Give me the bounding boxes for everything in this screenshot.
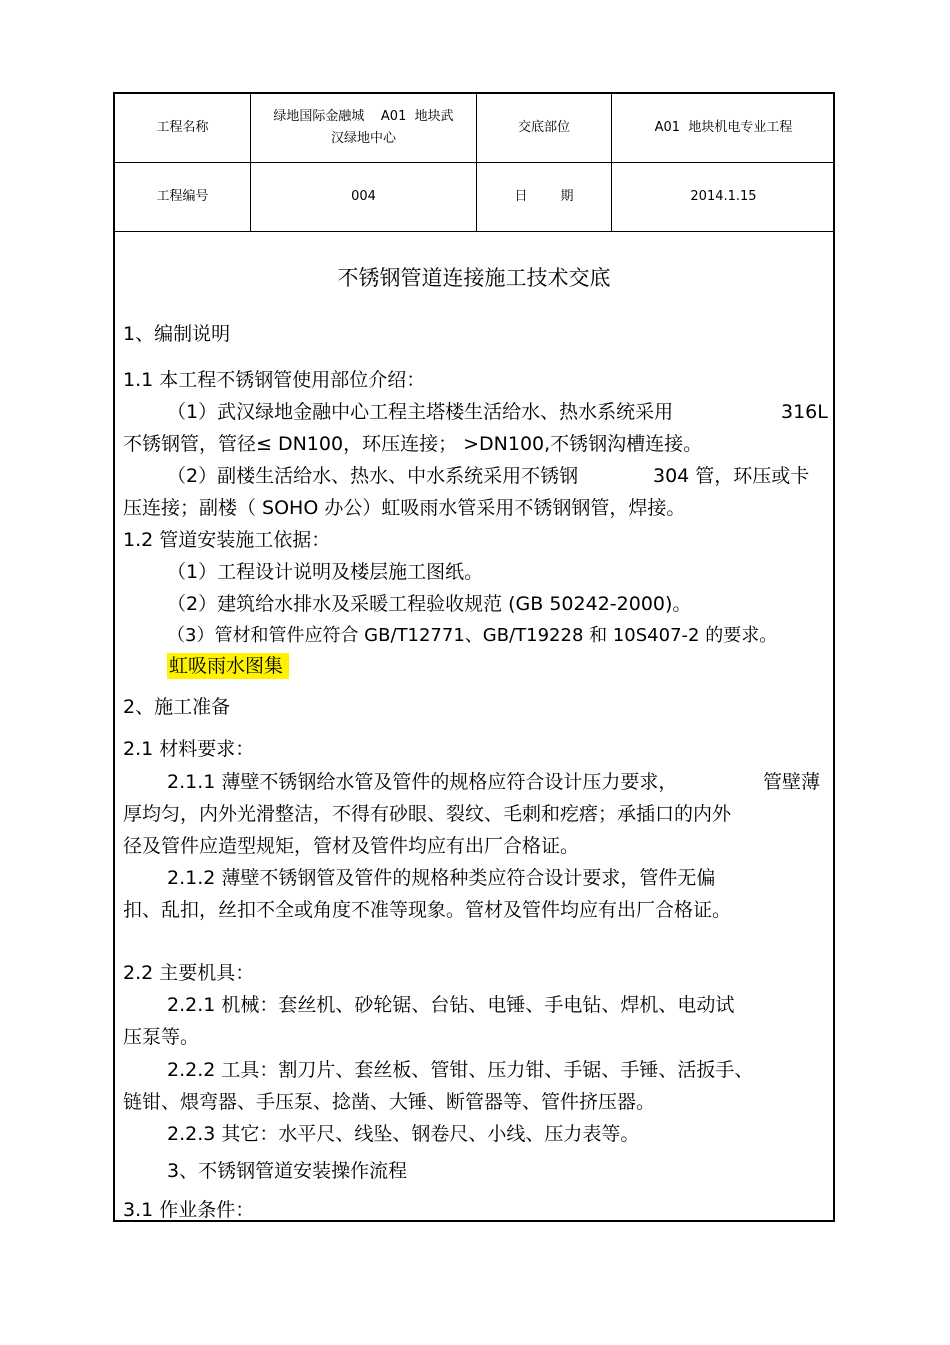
body-line: 304 管，环压或卡 <box>653 465 810 487</box>
date-value: 2014.1.15 <box>690 189 757 204</box>
handover-part-value: A01 地块机电专业工程 <box>654 120 793 135</box>
subsection-heading: 2.2 主要机具： <box>123 962 255 984</box>
body-line: （1）武汉绿地金融中心工程主塔楼生活给水、热水系统采用 <box>167 401 674 423</box>
body-line: 2.2.2 工具：割刀片、套丝板、管钳、压力钳、手锯、手锤、活扳手、 <box>167 1059 754 1081</box>
section-heading: 2、施工准备 <box>123 696 231 718</box>
body-line: 2.1.1 薄壁不锈钢给水管及管件的规格应符合设计压力要求， <box>167 771 678 793</box>
subsection-heading: 1.1 本工程不锈钢管使用部位介绍： <box>123 369 426 391</box>
body-line: 管壁薄 <box>763 771 821 793</box>
handover-form <box>113 92 835 1222</box>
body-line: 厚均匀，内外光滑整洁，不得有砂眼、裂纹、毛刺和疙瘩；承插口的内外 <box>123 803 732 825</box>
section-heading: 3、不锈钢管道安装操作流程 <box>167 1160 408 1182</box>
body-line: （2）副楼生活给水、热水、中水系统采用不锈钢 <box>167 465 579 487</box>
project-no-label: 工程编号 <box>156 189 209 204</box>
body-line: 2.1.2 薄壁不锈钢管及管件的规格种类应符合设计要求，管件无偏 <box>167 867 716 889</box>
subsection-heading: 3.1 作业条件： <box>123 1199 255 1221</box>
body-line: （2）建筑给水排水及采暖工程验收规范 (GB 50242-2000)。 <box>167 593 692 615</box>
project-name-label: 工程名称 <box>156 120 209 135</box>
body-line: 2.2.1 机械：套丝机、砂轮锯、台钻、电锤、手电钻、焊机、电动试 <box>167 994 735 1016</box>
body-line: 径及管件应造型规矩，管材及管件均应有出厂合格证。 <box>123 835 580 857</box>
highlighted-note: 虹吸雨水图集 <box>167 653 289 679</box>
row-divider <box>115 231 833 232</box>
body-line: 压泵等。 <box>123 1026 200 1048</box>
body-line: 2.2.3 其它：水平尺、线坠、钢卷尺、小线、压力表等。 <box>167 1123 640 1145</box>
section-heading: 1、编制说明 <box>123 323 231 345</box>
body-line: 压连接；副楼（ SOHO 办公）虹吸雨水管采用不锈钢钢管，焊接。 <box>123 497 686 519</box>
project-name-line-1: 绿地国际金融城 A01 地块武 <box>273 109 454 124</box>
project-name-value <box>251 94 476 162</box>
body-line: （3）管材和管件应符合 GB/T12771、GB/T19228 和 10S407-2 的要求。 <box>167 625 778 646</box>
subsection-heading: 1.2 管道安装施工依据： <box>123 529 331 551</box>
document-title: 不锈钢管道连接施工技术交底 <box>337 266 611 290</box>
body-line: 不锈钢管，管径≤ DN100，环压连接； >DN100,不锈钢沟槽连接。 <box>123 433 703 455</box>
subsection-heading: 2.1 材料要求： <box>123 738 255 760</box>
body-line: 316L <box>781 401 828 423</box>
body-line: 扣、乱扣，丝扣不全或角度不准等现象。管材及管件均应有出厂合格证。 <box>123 899 732 921</box>
handover-part-label: 交底部位 <box>517 120 570 135</box>
project-no-value: 004 <box>351 189 376 204</box>
date-label: 日 期 <box>514 189 574 204</box>
project-name-line-2: 汉绿地中心 <box>330 131 396 146</box>
body-line: 链钳、煨弯器、手压泵、捻凿、大锤、断管器等、管件挤压器。 <box>123 1091 656 1113</box>
body-line: （1）工程设计说明及楼层施工图纸。 <box>167 561 484 583</box>
